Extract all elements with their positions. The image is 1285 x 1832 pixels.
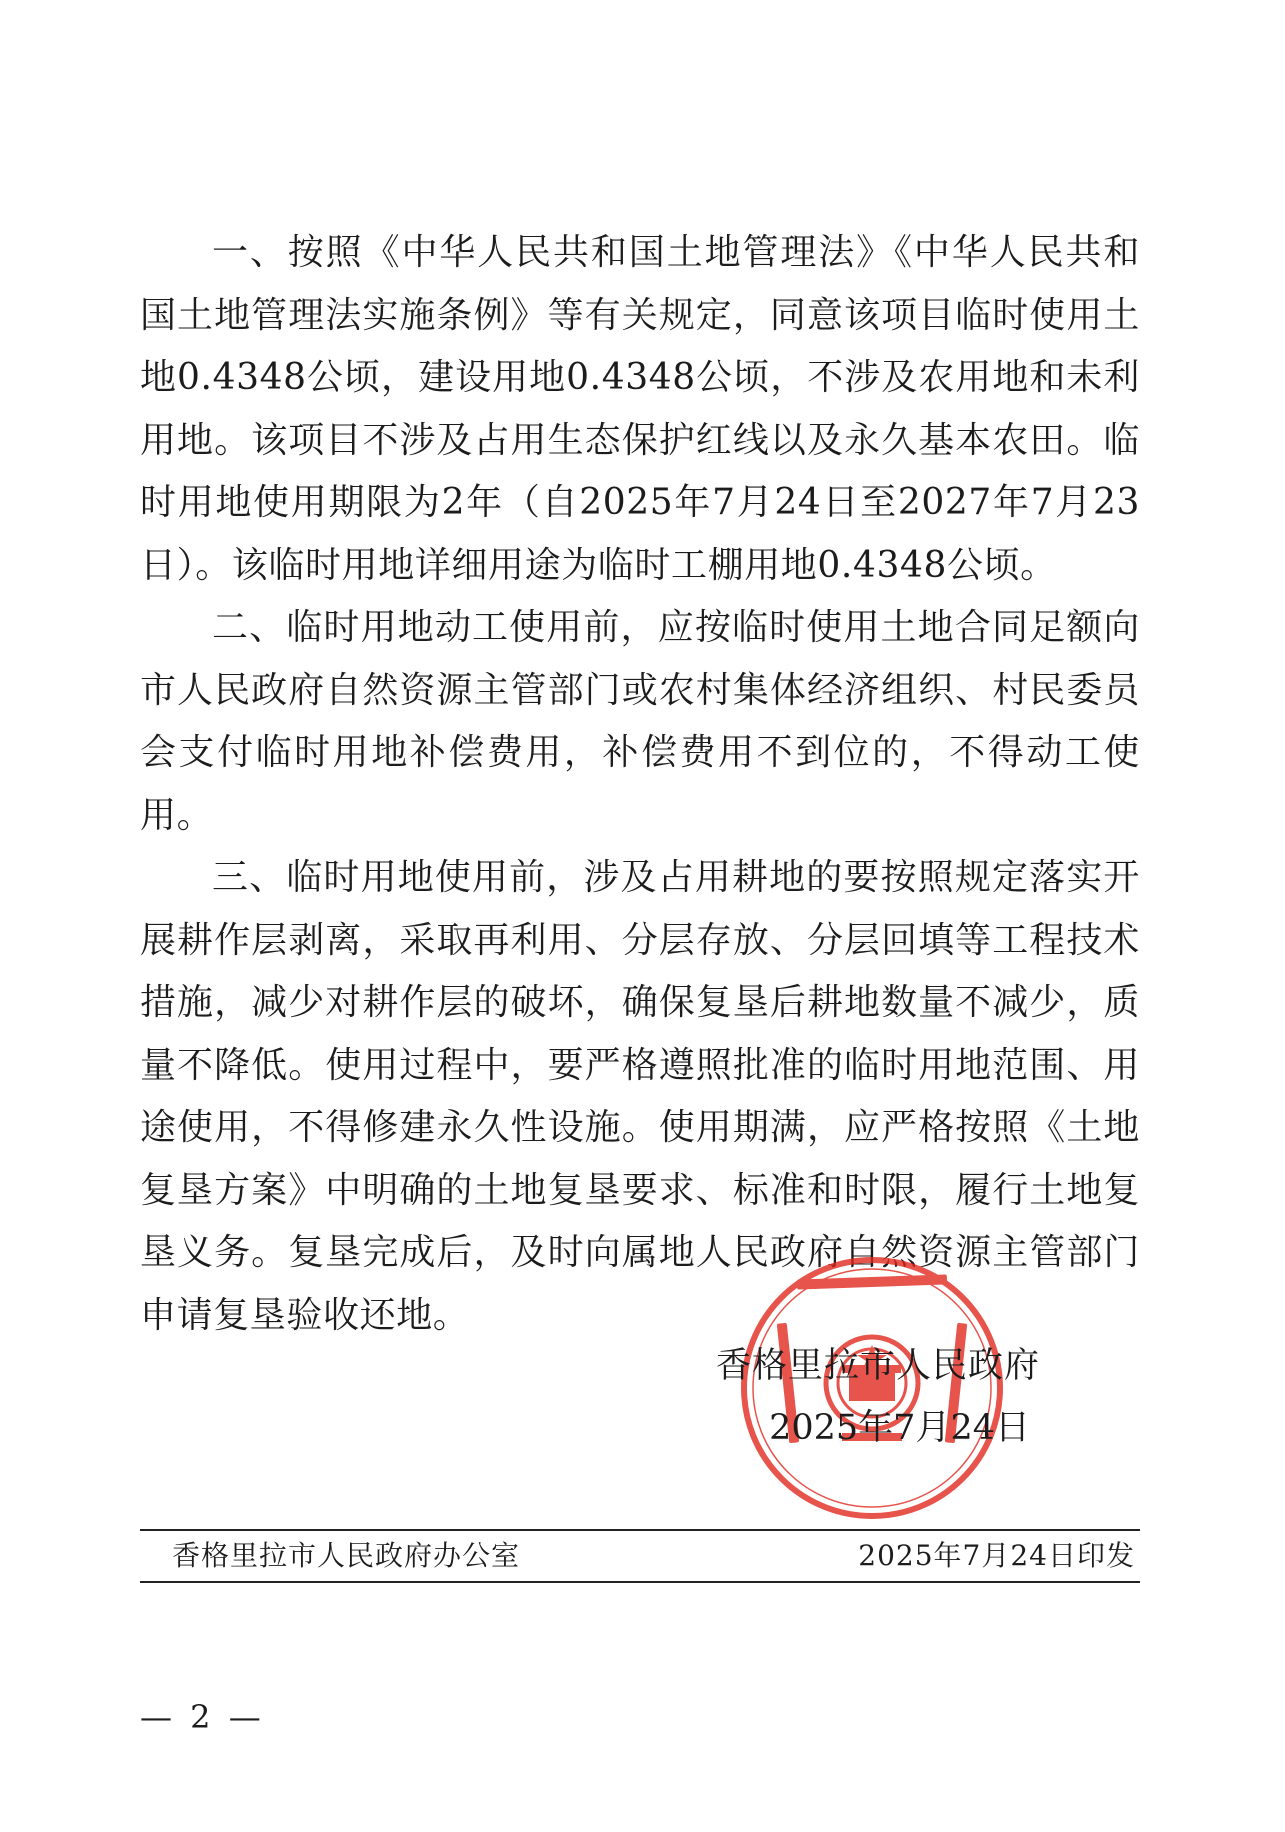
paragraph-2: 二、临时用地动工使用前，应按临时使用土地合同足额向市人民政府自然资源主管部门或农村集体经济组织、村民委员会支付临时用地补偿费用，补偿费用不到位的，不得动工使用。 <box>140 607 1140 836</box>
footer-rule-bottom <box>140 1581 1140 1583</box>
paragraph-1: 一、按照《中华人民共和国土地管理法》《中华人民共和国土地管理法实施条例》等有关规定，同意该项目临时使用土地0.4348公顷，建设用地0.4348公顷，不涉及农用地和未利用地。该项目不涉及占用生态保护红线以及永久基本农田。临时用地使用期限为2年（自2025年7月24日至2027年7月23日）。该临时用地详细用途为临时工棚用地0.4348公顷。 <box>140 232 1140 586</box>
footer-rule-top <box>140 1529 1140 1531</box>
signing-organization: 香格里拉市人民政府 <box>715 1346 1040 1386</box>
page-number: — 2 — <box>140 1698 265 1736</box>
paragraph-3: 三、临时用地使用前，涉及占用耕地的要按照规定落实开展耕作层剥离，采取再利用、分层存放、分层回填等工程技术措施，减少对耕作层的破坏，确保复垦后耕地数量不减少，质量不降低。使用过程中，要严格遵照批准的临时用地范围、用途使用，不得修建永久性设施。使用期满，应严格按照《土地复垦方案》中明确的土地复垦要求、标准和时限，履行土地复垦义务。复垦完成后，及时向属地人民政府自然资源主管部门申请复垦验收还地。 <box>140 857 1140 1336</box>
footer-issuer: 香格里拉市人民政府办公室 <box>172 1539 521 1572</box>
signing-date: 2025年7月24日 <box>769 1408 1030 1448</box>
signature-block <box>710 1335 1040 1459</box>
document-body <box>140 222 1140 1347</box>
footer-issued-date: 2025年7月24日印发 <box>858 1539 1135 1572</box>
